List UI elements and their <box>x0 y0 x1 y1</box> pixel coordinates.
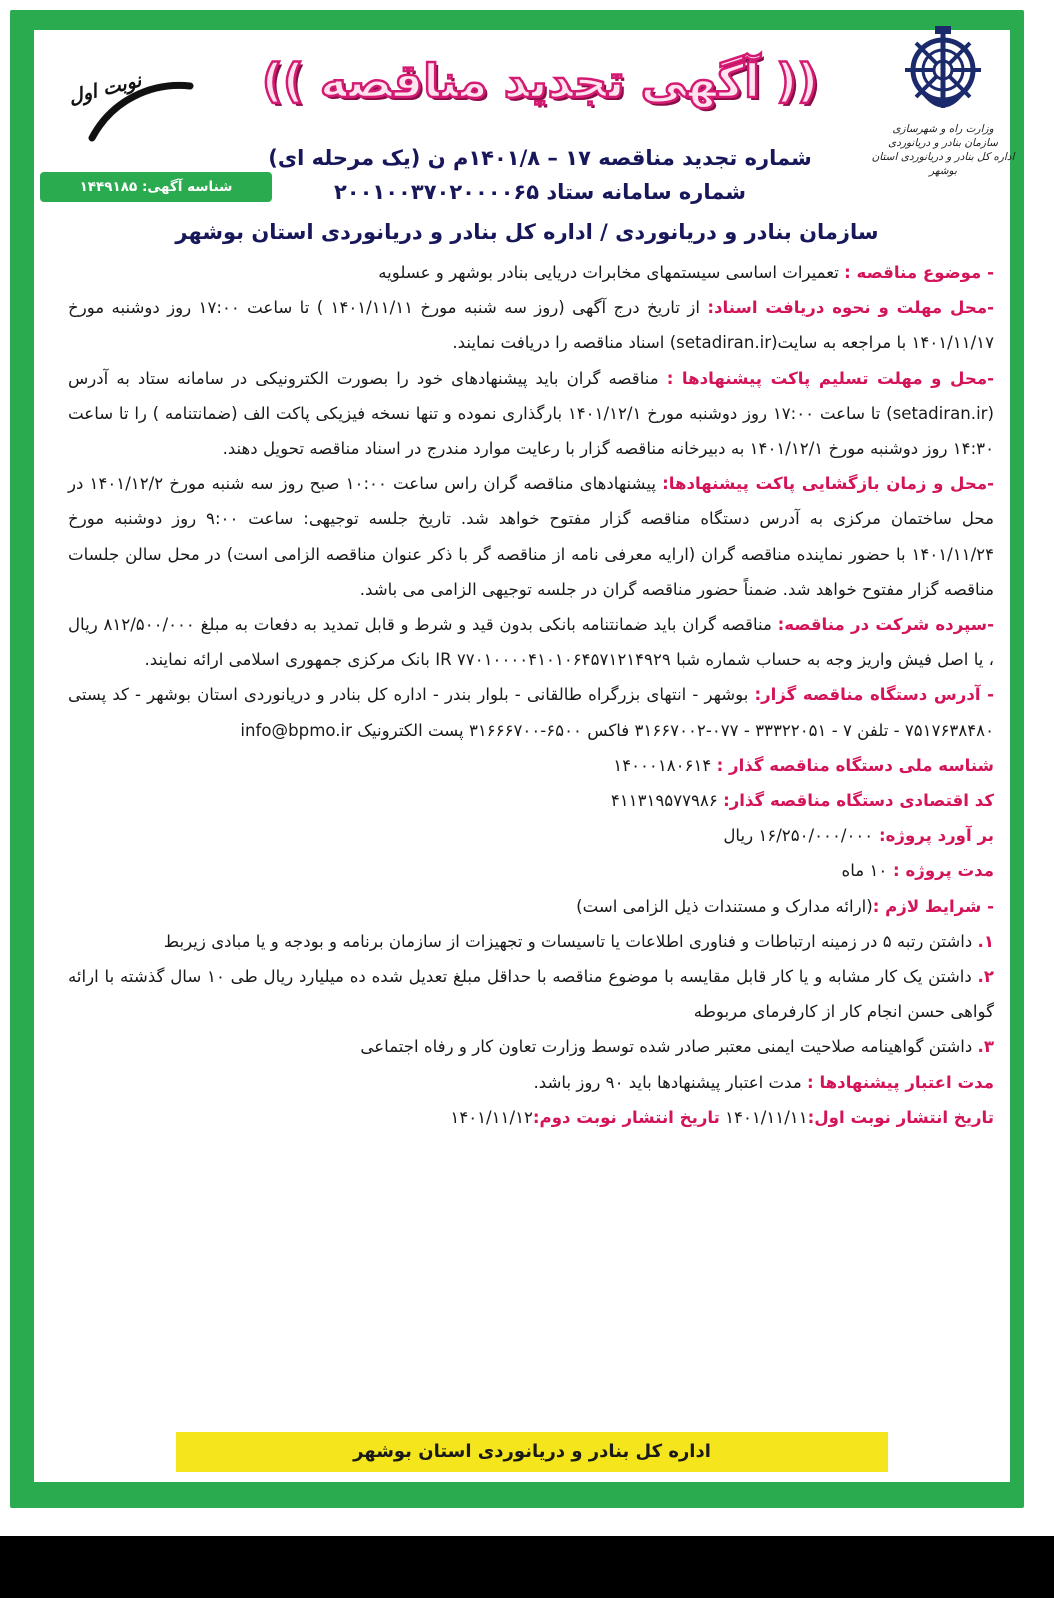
conditions-text: (ارائه مدارک و مستندات ذیل الزامی است) <box>576 896 873 916</box>
footer-banner: اداره کل بنادر و دریانوردی استان بوشهر <box>176 1432 888 1472</box>
address-paragraph <box>68 677 994 747</box>
bottom-black-bar <box>0 1536 1054 1598</box>
submit-paragraph <box>68 361 994 467</box>
logo-caption-line: اداره کل بنادر و دریانوردی استان بوشهر <box>871 151 1015 177</box>
condition-text: داشتن یک کار مشابه و یا کار قابل مقایسه با موضوع مناقصه با حداقل مبلغ تعدیل شده ده میلیارد ریال طی ۱۰ سال گذشته با ارائه گواهی حسن انجام کار از کارفرمای مربوطه <box>68 967 994 1022</box>
pub2-label: تاریخ انتشار نوبت دوم: <box>532 1107 720 1127</box>
tender-number: شماره تجدید مناقصه ۱۷ – ۱۴۰۱/۸م ن (یک مرحله ای) <box>268 146 812 170</box>
deposit-label: -سپرده شرکت در مناقصه: <box>777 615 994 635</box>
estimate-line <box>68 818 994 853</box>
round-label: نوبت اول <box>66 69 144 109</box>
opening-paragraph <box>68 466 994 607</box>
logo-caption-line: وزارت راه و شهرسازی <box>892 123 994 135</box>
condition-number: ۳. <box>977 1037 994 1057</box>
national-id-label: شناسه ملی دستگاه مناقصه گذار : <box>716 755 994 775</box>
duration-label: مدت پروژه : <box>887 861 994 881</box>
docs-paragraph <box>68 290 994 360</box>
estimate-value: ۱۶/۲۵۰/۰۰۰/۰۰۰ ریال <box>723 826 874 846</box>
docs-label: -محل مهلت و نحوه دریافت اسناد: <box>707 298 994 318</box>
validity-line <box>68 1065 994 1100</box>
economic-code-label: کد اقتصادی دستگاه مناقصه گذار: <box>723 791 994 811</box>
validity-label: مدت اعتبار پیشنهادها : <box>807 1072 994 1092</box>
condition-item <box>68 959 994 1029</box>
ad-id-badge: شناسه آگهی: ۱۴۴۹۱۸۵ <box>40 172 272 202</box>
round-marker <box>64 60 194 150</box>
estimate-label: بر آورد پروژه: <box>873 826 994 846</box>
submit-text: مناقصه گران باید پیشنهادهای خود را بصورت الکترونیکی در سامانه ستاد به آدرس (setadiran.ir) تا ساعت ۱۷:۰۰ روز دوشنبه مورخ ۱۴۰۱/۱۲/۱ بارگذاری نموده و تنها نسخه فیزیکی پاکت الف (ضمانتنامه ) را تا ساعت ۱۴:۳۰ روز دوشنبه مورخ ۱۴۰۱/۱۲/۱ به دبیرخانه مناقصه گزار با رعایت موارد مندرج در اسناد مناقصه تحویل دهند. <box>68 368 994 459</box>
ad-title: (( آگهی تجدید مناقصه )) <box>261 54 819 108</box>
address-label: - آدرس دستگاه مناقصه گزار: <box>754 685 995 705</box>
opening-text: پیشنهادهای مناقصه گران راس ساعت ۱۰:۰۰ صبح روز سه شنبه مورخ ۱۴۰۱/۱۲/۲ در محل ساختمان مرکزی به آدرس دستگاه مناقصه گزار مفتوح خواهد شد. تاریخ جلسه توجیهی: ساعت ۹:۰۰ روز دوشنبه مورخ ۱۴۰۱/۱۱/۲۴ با حضور نماینده مناقصه گران (ارایه معرفی نامه از مناقصه گر با ذکر عنوان مناقصه الزامی است) در محل سالن جلسات مناقصه گزار مفتوح خواهد شد. ضمناً حضور مناقصه گران در جلسه توجیهی الزامی می باشد. <box>68 474 994 599</box>
submit-label: -محل و مهلت تسلیم پاکت پیشنهادها : <box>666 368 994 388</box>
condition-number: ۲. <box>977 967 994 987</box>
deposit-text: مناقصه گران باید ضمانتنامه بانکی بدون قید و شرط و قابل تمدید به دفعات به مبلغ ۸۱۲/۵۰۰/۰۰۰ ریال ، یا اصل فیش واریز وجه به حساب شماره شبا IR ۷۷۰۱۰۰۰۰۴۱۰۱۰۶۴۵۷۱۲۱۴۹۲۹ بانک مرکزی جمهوری اسلامی ارائه نمایند. <box>68 615 994 670</box>
condition-text: داشتن گواهینامه صلاحیت ایمنی معتبر صادر شده توسط وزارت تعاون کار و رفاه اجتماعی <box>360 1037 978 1057</box>
duration-value: ۱۰ ماه <box>841 861 888 881</box>
conditions-line <box>68 889 994 924</box>
docs-text: از تاریخ درج آگهی (روز سه شنبه مورخ ۱۴۰۱/۱۱/۱۱ ) تا ساعت ۱۷:۰۰ روز دوشنبه مورخ ۱۴۰۱/۱۱/۱۷ با مراجعه به سایت(setadiran.ir) اسناد مناقصه را دریافت نمایند. <box>68 298 994 353</box>
validity-text: مدت اعتبار پیشنهادها باید ۹۰ روز باشد. <box>533 1072 808 1092</box>
national-id-value: ۱۴۰۰۰۱۸۰۶۱۴ <box>613 755 717 775</box>
condition-item <box>68 1029 994 1064</box>
publication-dates-line <box>68 1100 994 1135</box>
organization-logo <box>868 24 1018 204</box>
address-text: بوشهر - انتهای بزرگراه طالقانی - بلوار بندر - اداره کل بنادر و دریانوردی استان بوشهر - کد پستی ۷۵۱۷۶۳۸۴۸۰ - تلفن ۷ - ۳۳۳۲۲۰۵۱ - ۰۷۷-۳۱۶۶۷۰۰۲ فاکس ۶۵۰۰-۳۱۶۶۶۷۰۰ پست الکترونیک info@bpmo.ir <box>68 685 994 740</box>
pub2-value: ۱۴۰۱/۱۱/۱۲ <box>450 1107 533 1127</box>
condition-text: داشتن رتبه ۵ در زمینه ارتباطات و فناوری اطلاعات یا تاسیسات و تجهیزات از سازمان برنامه و بودجه و یا مبادی زیربط <box>163 931 978 951</box>
deposit-paragraph <box>68 607 994 677</box>
economic-code-line <box>68 783 994 818</box>
logo-caption-line: سازمان بنادر و دریانوردی <box>888 137 998 149</box>
condition-number: ۱. <box>977 931 994 951</box>
conditions-label: - شرایط لازم : <box>872 896 994 916</box>
anchor-emblem-icon <box>901 24 985 120</box>
national-id-line <box>68 748 994 783</box>
subject-paragraph <box>68 255 994 290</box>
organization-name: سازمان بنادر و دریانوردی / اداره کل بنادر و دریانوردی استان بوشهر <box>175 220 879 244</box>
setad-number: شماره سامانه ستاد ۲۰۰۱۰۰۳۷۰۲۰۰۰۰۶۵ <box>333 180 747 204</box>
subject-text: تعمیرات اساسی سیستمهای مخابرات دریایی بنادر بوشهر و عسلویه <box>378 263 845 282</box>
condition-item <box>68 924 994 959</box>
opening-label: -محل و زمان بازگشایی پاکت پیشنهادها: <box>662 474 994 494</box>
subject-label: - موضوع مناقصه : <box>844 263 994 282</box>
pub1-label: تاریخ انتشار نوبت اول: <box>807 1107 994 1127</box>
economic-code-value: ۴۱۱۳۱۹۵۷۷۹۸۶ <box>610 791 724 811</box>
ad-body <box>68 255 994 1135</box>
duration-line <box>68 853 994 888</box>
pub1-value: ۱۴۰۱/۱۱/۱۱ <box>719 1107 808 1127</box>
